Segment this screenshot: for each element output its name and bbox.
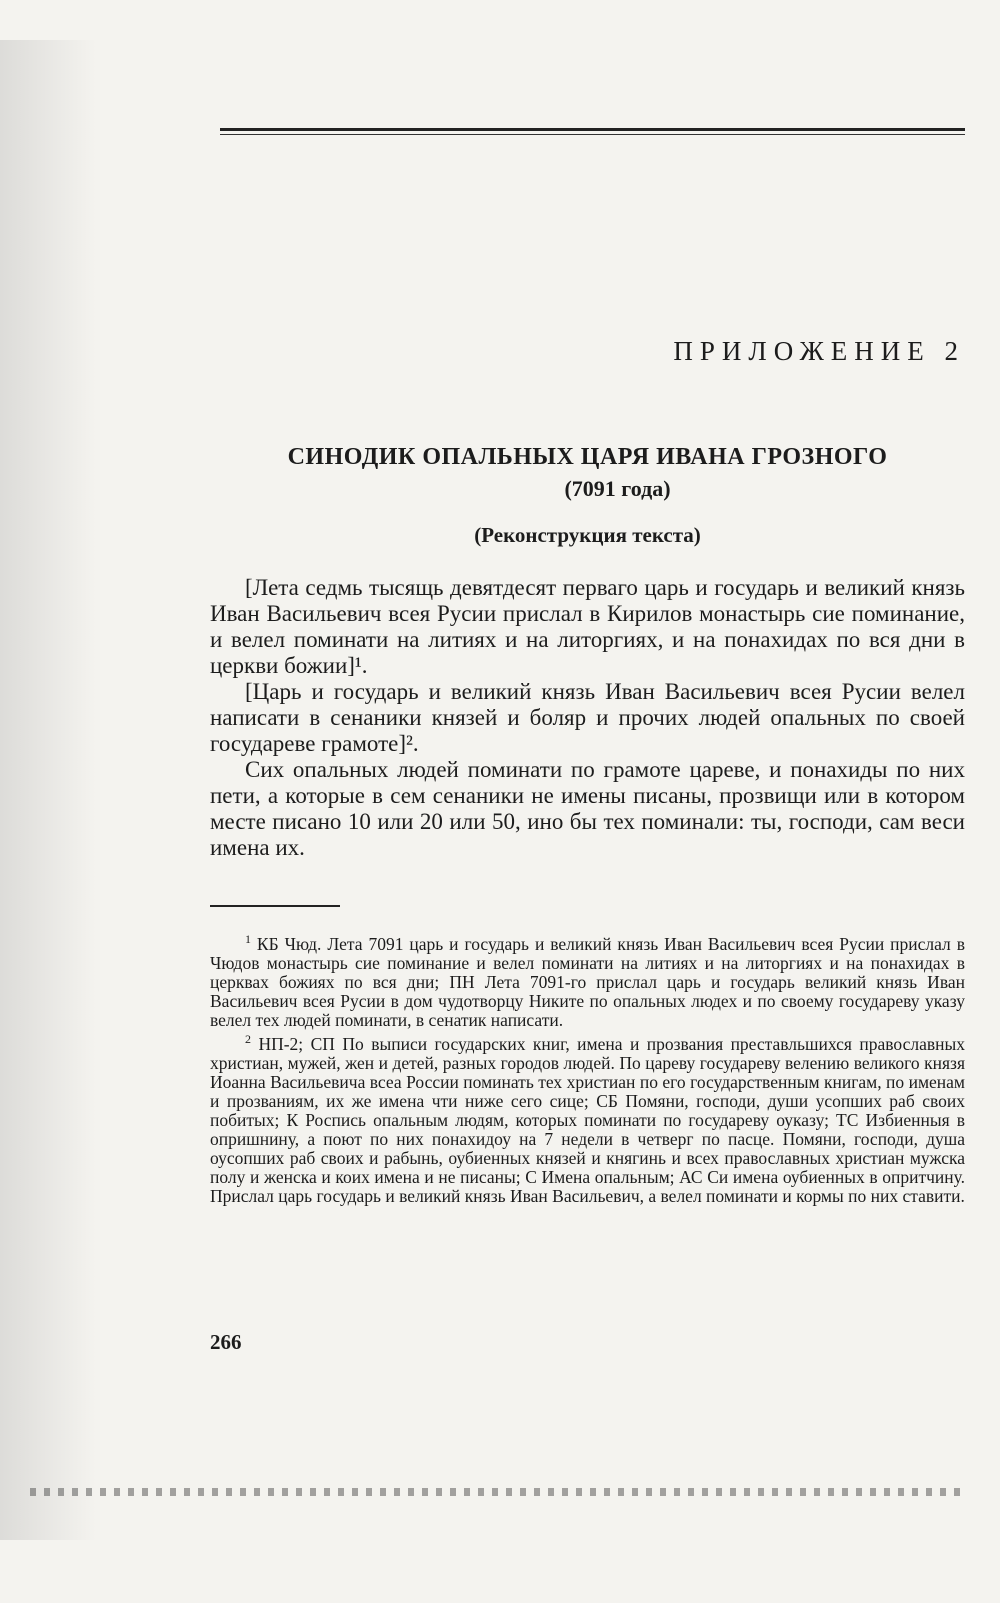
document-subtitle: (Реконструкция текста) bbox=[474, 523, 701, 547]
body-text bbox=[210, 575, 965, 861]
title-block bbox=[210, 442, 965, 550]
scan-noise bbox=[30, 1488, 960, 1496]
appendix-heading: ПРИЛОЖЕНИЕ 2 bbox=[673, 336, 965, 366]
footnote-separator bbox=[210, 905, 340, 907]
footnote-marker: 2 bbox=[245, 1031, 251, 1046]
document-title: СИНОДИК ОПАЛЬНЫХ ЦАРЯ ИВАНА ГРОЗНОГО bbox=[287, 444, 888, 470]
body-paragraph: Сих опальных людей поминати по грамоте цареве, и понахиды по них пети, а которые в сем сенаники не имены писаны, прозвищи или в котором месте писано 10 или 20 или 50, ино бы тех поминали: ты, господи, сам веси имена их. bbox=[210, 757, 965, 860]
body-paragraph: [Царь и государь и великий князь Иван Васильевич всея Русии велел написати в сенаники князей и боляр и прочих людей опальных по своей государеве грамоте]². bbox=[210, 679, 965, 756]
footnote bbox=[210, 1030, 965, 1206]
header-rule bbox=[220, 128, 965, 135]
body-paragraph: [Лета седмь тысящь девятдесят перваго царь и государь и великий князь Иван Васильевич всея Русии прислал в Кирилов монастырь сие поминание, и велел поминати на литиях и на литоргиях, и на понахидах по вся дни в церкви божии]¹. bbox=[210, 575, 965, 678]
footnote-text: НП-2; СП По выписи государских книг, имена и прозвания преставльшихся православных христиан, мужей, жен и детей, разных городов людей. По цареву государеву велению великого князя Иоанна Васильевича всеа России поминать тех христиан по его государственным книгам, по именам и прозваниям, их же имена чти ниже сего сице; СБ Помяни, господи, души усопших раб своих побитых; К Роспись опальным людям, которых поминати по государеву оуказу; ТС Избиенныя в опришнину, а поют по них понахидоу на 7 недели в четверг по пасце. Помяни, господи, душа оусопших раб своих и рабынь, оубиенных князей и княгинь и всех православных христиан мужска полу и женска и коих имена и не писаны; С Имена опальным; АС Си имена оубиенных в опритчину. Прислал царь государь и великий князь Иван Васильевич, а велел поминати и кормы по них ставити. bbox=[210, 1033, 965, 1206]
page-number: 266 bbox=[210, 1330, 242, 1354]
footnotes bbox=[210, 930, 965, 1206]
scan-edge-shadow bbox=[0, 40, 120, 1540]
footnote-text: КБ Чюд. Лета 7091 царь и государь и великий князь Иван Васильевич всея Русии прислал в Чюдов монастырь сие поминание и велел поминати на литиях и на литоргиях и на понахидах в церквах божиях по вся дни; ПН Лета 7091-го прислал царь и государь великий князь Иван Васильевич всея Русии в дом чудотворцу Никите по опальных людех и по своему государеву указу велел тех людей поминати, в сенатик написати. bbox=[210, 933, 965, 1030]
footnote-marker: 1 bbox=[245, 932, 251, 946]
document-year: (7091 года) bbox=[564, 476, 671, 501]
footnote bbox=[210, 930, 965, 1030]
